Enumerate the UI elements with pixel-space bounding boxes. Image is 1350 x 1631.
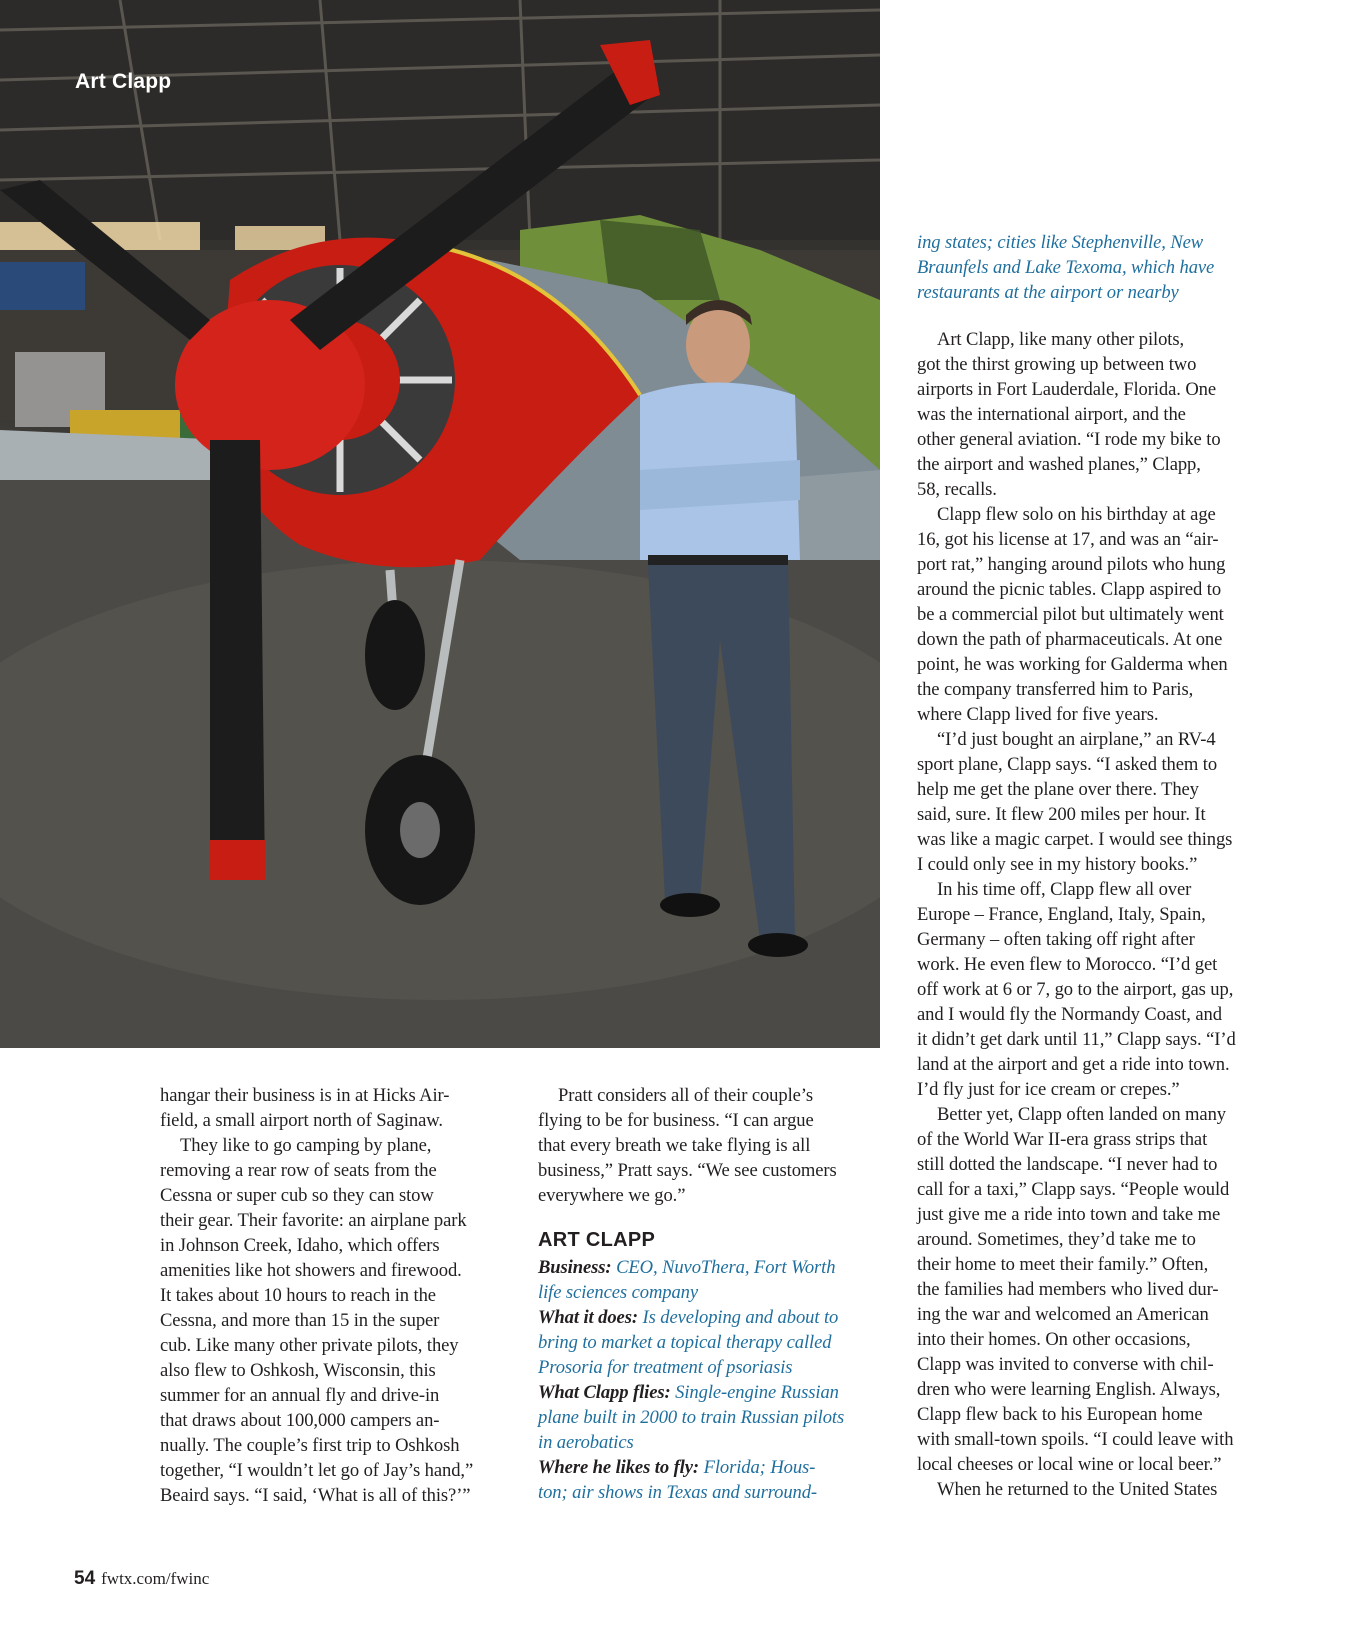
text-line: field, a small airport north of Saginaw.: [160, 1110, 443, 1131]
text-line: their home to meet their family.” Often,: [917, 1254, 1209, 1275]
text-line: amenities like hot showers and firewood.: [160, 1260, 462, 1281]
text-line: Pratt considers all of their couple’s: [558, 1085, 813, 1106]
page-number: 54: [74, 1568, 96, 1589]
text-line: Clapp flew back to his European home: [917, 1404, 1203, 1425]
text-line: around. Sometimes, they’d take me to: [917, 1229, 1196, 1250]
text-line: still dotted the landscape. “I never had to: [917, 1154, 1218, 1175]
text-line: cub. Like many other private pilots, they: [160, 1335, 459, 1356]
text-line: Beaird says. “I said, ‘What is all of this?’”: [160, 1485, 471, 1506]
text-line: their gear. Their favorite: an airplane park: [160, 1210, 467, 1231]
text-line: Europe – France, England, Italy, Spain,: [917, 904, 1206, 925]
text-line: hangar their business is in at Hicks Air-: [160, 1085, 450, 1106]
text-line: It takes about 10 hours to reach in the: [160, 1285, 436, 1306]
text-line: I could only see in my history books.”: [917, 854, 1198, 875]
text-line: Clapp was invited to converse with chil-: [917, 1354, 1214, 1375]
text-line: 58, recalls.: [917, 479, 997, 500]
text-line: said, sure. It flew 200 miles per hour. It: [917, 804, 1206, 825]
footer-url[interactable]: fwtx.com/fwinc: [101, 1569, 210, 1588]
text-line: that draws about 100,000 campers an-: [160, 1410, 440, 1431]
profile-value: Is developing and about to: [642, 1307, 839, 1328]
text-line: nually. The couple’s first trip to Oshkosh: [160, 1435, 460, 1456]
profile-value: plane built in 2000 to train Russian pilots: [538, 1407, 845, 1428]
text-line: In his time off, Clapp flew all over: [937, 879, 1192, 900]
profile-value: in aerobatics: [538, 1432, 634, 1453]
text-line: just give me a ride into town and take me: [917, 1204, 1221, 1225]
text-line: Germany – often taking off right after: [917, 929, 1195, 950]
profile-label: Where he likes to fly:: [538, 1457, 699, 1478]
text-line: the families had members who lived dur-: [917, 1279, 1219, 1300]
text-line: They like to go camping by plane,: [180, 1135, 432, 1156]
text-line: ing states; cities like Stephenville, New: [917, 232, 1204, 253]
profile-value: Single-engine Russian: [675, 1382, 839, 1403]
hero-photo: [0, 0, 880, 1048]
text-line: help me get the plane over there. They: [917, 779, 1199, 800]
text-line: When he returned to the United States: [937, 1479, 1218, 1500]
text-line: in Johnson Creek, Idaho, which offers: [160, 1235, 440, 1256]
text-line: that every breath we take flying is all: [538, 1135, 811, 1156]
text-line: dren who were learning English. Always,: [917, 1379, 1221, 1400]
text-line: Art Clapp, like many other pilots,: [937, 329, 1185, 350]
profile-value: Prosoria for treatment of psoriasis: [538, 1357, 793, 1378]
text-line: Better yet, Clapp often landed on many: [937, 1104, 1226, 1125]
text-line: ing the war and welcomed an American: [917, 1304, 1209, 1325]
text-line: was like a magic carpet. I would see things: [917, 829, 1233, 850]
profile-heading: ART CLAPP: [538, 1229, 656, 1251]
text-line: the company transferred him to Paris,: [917, 679, 1194, 700]
column-left: [160, 1083, 505, 1508]
text-line: “I’d just bought an airplane,” an RV-4: [937, 729, 1216, 750]
article-body-right: [917, 327, 1267, 1502]
profile-box: [538, 1255, 883, 1505]
profile-label: What it does:: [538, 1307, 638, 1328]
text-line: restaurants at the airport or nearby: [917, 282, 1179, 303]
plane-illustration: [0, 0, 880, 1048]
profile-value: ton; air shows in Texas and surround-: [538, 1482, 818, 1503]
text-line: off work at 6 or 7, go to the airport, gas up,: [917, 979, 1234, 1000]
profile-continuation: [917, 230, 1267, 305]
text-line: it didn’t get dark until 11,” Clapp says. “I’d: [917, 1029, 1236, 1050]
text-line: local cheeses or local wine or local beer.”: [917, 1454, 1222, 1475]
text-line: removing a rear row of seats from the: [160, 1160, 437, 1181]
text-line: where Clapp lived for five years.: [917, 704, 1159, 725]
text-line: of the World War II-era grass strips that: [917, 1129, 1208, 1150]
text-line: also flew to Oshkosh, Wisconsin, this: [160, 1360, 436, 1381]
text-line: business,” Pratt says. “We see customers: [538, 1160, 837, 1181]
text-line: Cessna, and more than 15 in the super: [160, 1310, 440, 1331]
text-line: Cessna or super cub so they can stow: [160, 1185, 434, 1206]
text-line: Clapp flew solo on his birthday at age: [937, 504, 1216, 525]
text-line: was the international airport, and the: [917, 404, 1186, 425]
text-line: with small-town spoils. “I could leave with: [917, 1429, 1234, 1450]
text-line: into their homes. On other occasions,: [917, 1329, 1191, 1350]
text-line: be a commercial pilot but ultimately went: [917, 604, 1224, 625]
photo-caption: Art Clapp: [75, 70, 172, 93]
profile-value: life sciences company: [538, 1282, 699, 1303]
text-line: everywhere we go.”: [538, 1185, 686, 1206]
profile-value: CEO, NuvoThera, Fort Worth: [616, 1257, 836, 1278]
text-line: summer for an annual fly and drive-in: [160, 1385, 440, 1406]
text-line: together, “I wouldn’t let go of Jay’s hand,”: [160, 1460, 474, 1481]
text-line: port rat,” hanging around pilots who hung: [917, 554, 1226, 575]
page-footer: [74, 1568, 209, 1590]
text-line: I’d fly just for ice cream or crepes.”: [917, 1079, 1180, 1100]
text-line: sport plane, Clapp says. “I asked them to: [917, 754, 1218, 775]
column-right: [917, 230, 1267, 1502]
column-middle: [538, 1083, 883, 1505]
text-line: around the picnic tables. Clapp aspired to: [917, 579, 1222, 600]
text-line: got the thirst growing up between two: [917, 354, 1197, 375]
profile-label: Business:: [538, 1257, 612, 1278]
text-line: and I would fly the Normandy Coast, and: [917, 1004, 1222, 1025]
text-line: point, he was working for Galderma when: [917, 654, 1228, 675]
text-line: airports in Fort Lauderdale, Florida. One: [917, 379, 1217, 400]
text-line: 16, got his license at 17, and was an “air-: [917, 529, 1219, 550]
text-line: other general aviation. “I rode my bike to: [917, 429, 1221, 450]
text-line: down the path of pharmaceuticals. At one: [917, 629, 1223, 650]
text-line: the airport and washed planes,” Clapp,: [917, 454, 1201, 475]
profile-label: What Clapp flies:: [538, 1382, 671, 1403]
text-line: land at the airport and get a ride into town.: [917, 1054, 1230, 1075]
text-line: Braunfels and Lake Texoma, which have: [917, 257, 1215, 278]
profile-value: bring to market a topical therapy called: [538, 1332, 832, 1353]
text-line: flying to be for business. “I can argue: [538, 1110, 814, 1131]
text-line: work. He even flew to Morocco. “I’d get: [917, 954, 1218, 975]
text-line: call for a taxi,” Clapp says. “People would: [917, 1179, 1230, 1200]
profile-value: Florida; Hous-: [703, 1457, 816, 1478]
